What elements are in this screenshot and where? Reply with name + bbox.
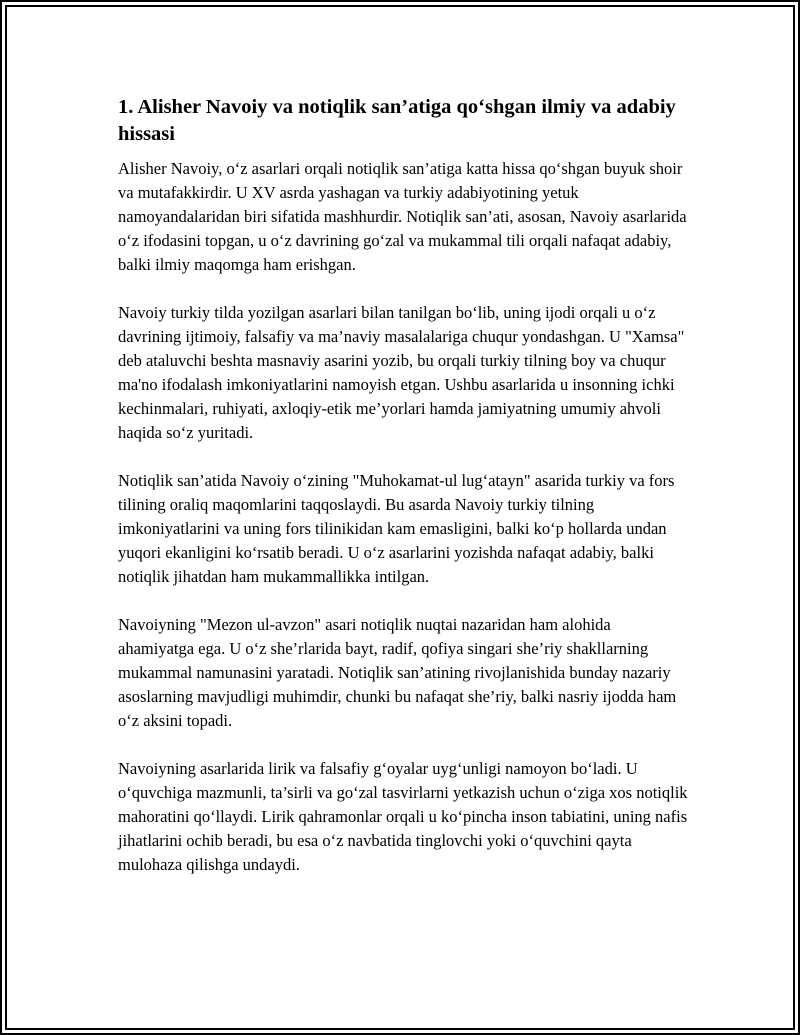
paragraph-1: Alisher Navoiy, o‘z asarlari orqali notiqlik san’atiga katta hissa qo‘shgan buyuk shoir va mutafakkirdir. U XV asrda yashagan va turkiy adabiyotining yetuk namoyandalaridan biri sifatida mashhurdir. Notiqlik san’ati, asosan, Navoiy asarlarida o‘z ifodasini topgan, u o‘z davrining go‘zal va mukammal tili orqali nafaqat adabiy, balki ilmiy maqomga ham erishgan.	[118, 159, 687, 274]
paragraph-3: Notiqlik san’atida Navoiy o‘zining "Muhokamat-ul lug‘atayn" asarida turkiy va fors tilining oraliq maqomlarini taqqoslaydi. Bu asarda Navoiy turkiy tilning imkoniyatlarini va uning fors tilinikidan kam emasligini, balki ko‘p hollarda undan yuqori ekanligini ko‘rsatib beradi. U o‘z asarlarini yozishda nafaqat adabiy, balki notiqlik jihatdan ham mukammallikka intilgan.	[118, 471, 675, 586]
paragraph-2: Navoiy turkiy tilda yozilgan asarlari bilan tanilgan bo‘lib, uning ijodi orqali u o‘z davrining ijtimoiy, falsafiy va ma’naviy masalalariga chuqur yondashgan. U "Xamsa" deb ataluvchi beshta masnaviy asarini yozib, bu orqali turkiy tilning boy va chuqur ma'no ifodalash imkoniyatlarini namoyish etgan. Ushbu asarlarida u insonning ichki kechinmalari, ruhiyati, axloqiy-etik me’yorlari hamda jamiyatning umumiy ahvoli haqida so‘z yuritadi.	[118, 303, 685, 442]
section-heading: 1. Alisher Navoiy va notiqlik san’atiga qo‘shgan ilmiy va adabiy hissasi	[118, 96, 676, 145]
document-body	[118, 94, 688, 901]
paragraph-4: Navoiyning "Mezon ul-avzon" asari notiqlik nuqtai nazaridan ham alohida ahamiyatga ega. U o‘z she’rlarida bayt, radif, qofiya singari she’riy shakllarning mukammal namunasini yaratadi. Notiqlik san’atining rivojlanishida bunday nazariy asoslarning mavjudligi muhimdir, chunki bu nafaqat she’riy, balki nasriy ijodda ham o‘z aksini topadi.	[118, 615, 677, 730]
paragraph-5: Navoiyning asarlarida lirik va falsafiy g‘oyalar uyg‘unligi namoyon bo‘ladi. U o‘quvchiga mazmunli, ta’sirli va go‘zal tasvirlarni yetkazish uchun o‘ziga xos notiqlik mahoratini qo‘llaydi. Lirik qahramonlar orqali u ko‘pincha inson tabiatini, uning nafis jihatlarini ochib beradi, bu esa o‘z navbatida tinglovchi yoki o‘quvchini qayta mulohaza qilishga undaydi.	[118, 759, 688, 874]
